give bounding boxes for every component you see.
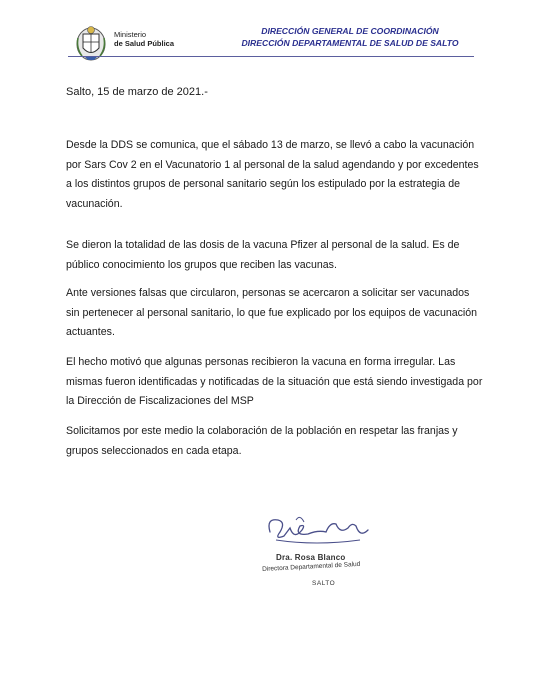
paragraph-4: El hecho motivó que algunas personas recibieron la vacuna en forma irregular. Las mismas fueron identificadas y notificadas de la situación que está siendo investigada por la Dirección de Fiscalizaciones del MSP [66, 356, 483, 407]
paragraph-2: Se dieron la totalidad de las dosis de la vacuna Pfizer al personal de la salud. Es de público conocimiento los grupos que reciben las vacunas. [66, 239, 460, 271]
ministry-line-1: Ministerio [114, 30, 147, 39]
ministry-line-2: de Salud Pública [114, 39, 175, 48]
ministry-name [114, 30, 174, 48]
letterhead-title-line-1: DIRECCIÓN GENERAL DE COORDINACIÓN [261, 26, 439, 36]
paragraph-1: Desde la DDS se comunica, que el sábado 13 de marzo, se llevó a cabo la vacunación por Sars Cov 2 en el Vacunatorio 1 al personal de la salud agendando y por excedentes a los distintos grupos de personal sanitario según los estipulado por la estrategia de vacunación. [66, 139, 479, 210]
letterhead-title [200, 25, 500, 49]
signatory-title: Directora Departamental de Salud [262, 560, 361, 573]
paragraph-3: Ante versiones falsas que circularon, personas se acercaron a solicitar ser vacunados sin pertenecer al personal sanitario, lo que fue explicado por los equipos de vacunación actuantes. [66, 287, 478, 338]
letterhead-title-line-2: DIRECCIÓN DEPARTAMENTAL DE SALUD DE SALTO [241, 38, 459, 48]
letter-date: Salto, 15 de marzo de 2021.- [66, 86, 208, 98]
signatory-city: SALTO [312, 580, 336, 587]
signatory-name: Dra. Rosa Blanco [276, 553, 346, 562]
header-divider [68, 56, 474, 57]
paragraph-5: Solicitamos por este medio la colaboración de la población en respetar las franjas y grupos seleccionados en cada etapa. [66, 425, 458, 457]
